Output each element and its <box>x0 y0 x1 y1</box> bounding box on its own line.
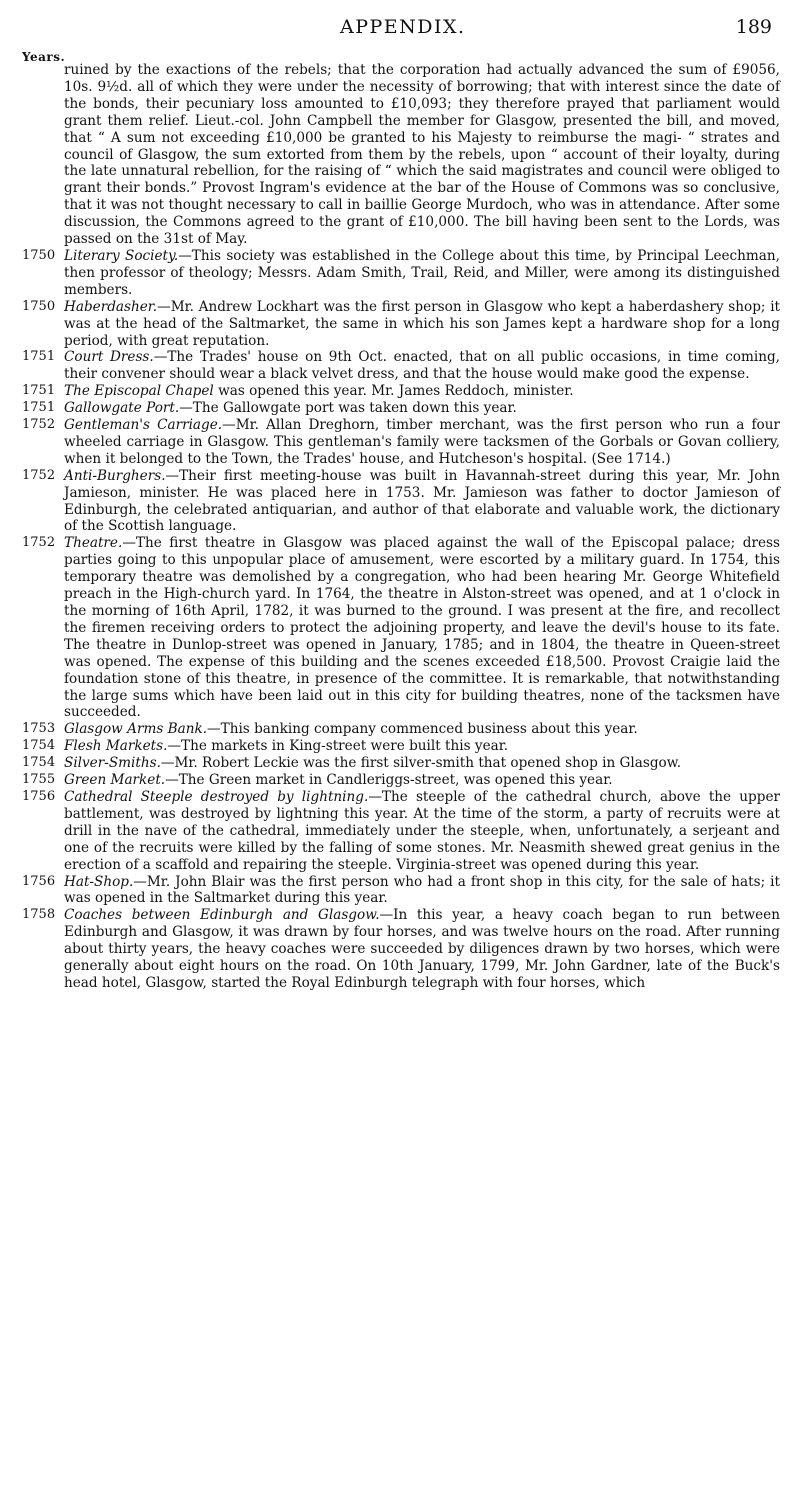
chronology-entry <box>22 789 780 874</box>
entry-year: 1756 <box>22 873 56 889</box>
chronology-entry <box>22 417 780 468</box>
entry-text: —The Gallowgate port was taken down this year. <box>179 400 517 417</box>
years-margin-label: Years. <box>22 50 66 64</box>
entry-text: —The steeple of the cathedral church, above the upper battlement, was destroyed by lightning this year. At the time of the storm, a party of recruits were at drill in the nave of the cathedral, immediately under the steeple, when, unfortunately, a serjeant and one of the recruits were killed by the falling of some stones. Mr. Neasmith shewed great genius in the erection of a scaffold and repairing the steeple. Virginia-street was opened during this year. <box>64 788 780 873</box>
entry-year: 1756 <box>22 788 56 804</box>
page-number: 189 <box>735 16 772 38</box>
entry-year: 1751 <box>22 349 56 365</box>
entry-title: Flesh Markets. <box>64 738 168 755</box>
chronology-entry <box>22 468 780 536</box>
entry-title: Green Market. <box>64 772 166 789</box>
entry-title: Gallowgate Port. <box>64 400 180 417</box>
entry-year: 1758 <box>22 907 56 923</box>
chronology-entry <box>22 383 780 400</box>
entry-text: —In this year, a heavy coach began to run between Edinburgh and Glasgow, it was drawn by four horses, and was twelve hours on the road. After running about thirty years, the heavy coaches were succeeded by diligences drawn by two horses, which were generally about eight hours on the road. On 10th January, 1799, Mr. John Gardner, late of the Buck's head hotel, Glasgow, started the Royal Edinburgh telegraph with four horses, which <box>64 907 780 991</box>
entry-year: 1750 <box>22 298 56 314</box>
entry-text: —The first theatre in Glasgow was placed against the wall of the Episcopal palace; dress parties going to this unpopular place of amusement, were escorted by a military guard. In 1754, this temporary theatre was demolished by a congregation, who had been hearing Mr. George Whitefield preach in the High-church yard. In 1764, the theatre in Alston-street was opened, and at 1 o'clock in the morning of 16th April, 1782, it was burned to the ground. I was present at the fire, and recollect the firemen receiving orders to protect the adjoining property, and leave the devil's house to its fate. The theatre in Dunlop-street was opened in January, 1785; and in 1804, the theatre in Queen-street was opened. The expense of this building and the scenes exceeded £18,500. Provost Craigie laid the foundation stone of this theatre, in presence of the committee. It is remarkable, that notwithstanding the large sums which have been laid out in this city for building theatres, none of the tacksmen have succeeded. <box>64 535 780 721</box>
entry-year: 1752 <box>22 417 56 433</box>
chronology-entry <box>22 349 780 383</box>
entry-text: —Mr. John Blair was the first person who had a front shop in this city, for the sale of hats; it was opened in the Saltmarket during this year. <box>64 873 780 907</box>
entry-title: Coaches between Edinburgh and Glasgow. <box>64 907 380 924</box>
entry-text: —Mr. Robert Leckie was the first silver-smith that opened shop in Glasgow. <box>160 755 682 772</box>
entry-year: 1754 <box>22 738 56 754</box>
entry-text: —Their first meeting-house was built in Havannah-street during this year, Mr. John Jamieson, minister. He was placed here in 1753. Mr. Jamieson was father to doctor Jamieson of Edinburgh, the celebrated antiquarian, and author of that elaborate and valuable work, the dictionary of the Scottish language. <box>64 467 780 535</box>
chronology-entry <box>22 400 780 417</box>
entry-title: The Episcopal Chapel <box>64 383 214 400</box>
entry-title: Court Dress. <box>64 349 154 366</box>
entry-title: Theatre. <box>64 535 123 552</box>
entry-year: 1751 <box>22 400 56 416</box>
entry-year: 1753 <box>22 721 56 737</box>
entry-text: ruined by the exactions of the rebels; that the corporation had actually advanced the sum of £9056, 10s. 9½d. all of which they were under the necessity of borrowing; that with interest since the date of the bonds, their pecuniary loss amounted to £10,093; they therefore prayed that parliament would grant them relief. Lieut.-col. John Campbell the member for Glasgow, presented the bill, and moved, that “ A sum not exceeding £10,000 be granted to his Majesty to reimburse the magi- “ strates and council of Glasgow, the sum extorted from them by the rebels, upon “ account of their loyalty, during the late unnatural rebellion, for the raising of “ which the said magistrates and council were obliged to grant their bonds.” Provost Ingram's evidence at the bar of the House of Commons was so conclusive, that it was not thought necessary to call in baillie George Murdoch, who was in attendance. After some discussion, the Commons agreed to the grant of £10,000. The bill having been sent to the Lords, was passed on the 31st of May. <box>64 62 780 248</box>
entry-title: Hat-Shop. <box>64 873 134 890</box>
chronology-entry <box>22 772 780 789</box>
chronology-entry <box>22 535 780 721</box>
entry-text: —Mr. Andrew Lockhart was the first person in Glasgow who kept a haberdashery shop; it was at the head of the Saltmarket, the same in which his son James kept a hardware shop for a long period, with great reputation. <box>64 298 780 349</box>
entry-text: —The markets in King-street were built this year. <box>167 738 509 755</box>
chronology-entries <box>22 62 780 992</box>
entry-year: 1752 <box>22 535 56 551</box>
chronology-entry <box>22 721 780 738</box>
entry-year: 1752 <box>22 467 56 483</box>
entry-title: Gentleman's Carriage. <box>64 417 223 434</box>
entry-title: Haberdasher. <box>64 298 158 315</box>
entry-year: 1754 <box>22 755 56 771</box>
chronology-entry <box>22 907 780 992</box>
entry-year: 1751 <box>22 383 56 399</box>
chronology-entry <box>22 248 780 299</box>
entry-title: Silver-Smiths. <box>64 755 161 772</box>
entry-title: Glasgow Arms Bank. <box>64 721 208 738</box>
entry-text: —This society was established in the College about this time, by Principal Leechman, then professor of theology; Messrs. Adam Smith, Trail, Reid, and Miller, were among its distinguished members. <box>64 247 780 298</box>
chronology-entry <box>22 299 780 350</box>
chronology-entry <box>22 738 780 755</box>
chronology-entry <box>22 62 780 248</box>
entry-year: 1755 <box>22 772 56 788</box>
entry-text: was opened this year. Mr. James Reddoch, minister. <box>213 383 574 400</box>
entry-title: Anti-Burghers. <box>64 467 166 484</box>
page-header <box>0 14 800 42</box>
chronology-entry <box>22 874 780 908</box>
entry-text: —Mr. Allan Dreghorn, timber merchant, was the first person who run a four wheeled carriage in Glasgow. This gentleman's family were tacksmen of the Gorbals or Govan colliery, when it belonged to the Town, the Trades' house, and Hutcheson's hospital. (See 1714.) <box>64 417 780 467</box>
entry-title: Literary Society. <box>64 247 179 264</box>
entry-text: —The Green market in Candleriggs-street, was opened this year. <box>165 772 613 789</box>
entry-title: Cathedral Steeple destroyed by lightning. <box>64 788 369 805</box>
entry-text: —The Trades' house on 9th Oct. enacted, that on all public occasions, in time coming, their convener should wear a black velvet dress, and that the house would make good the expense. <box>64 349 781 383</box>
entry-text: —This banking company commenced business about this year. <box>207 721 638 738</box>
chronology-entry <box>22 755 780 772</box>
entry-year: 1750 <box>22 247 56 263</box>
running-head: APPENDIX. <box>340 16 466 38</box>
